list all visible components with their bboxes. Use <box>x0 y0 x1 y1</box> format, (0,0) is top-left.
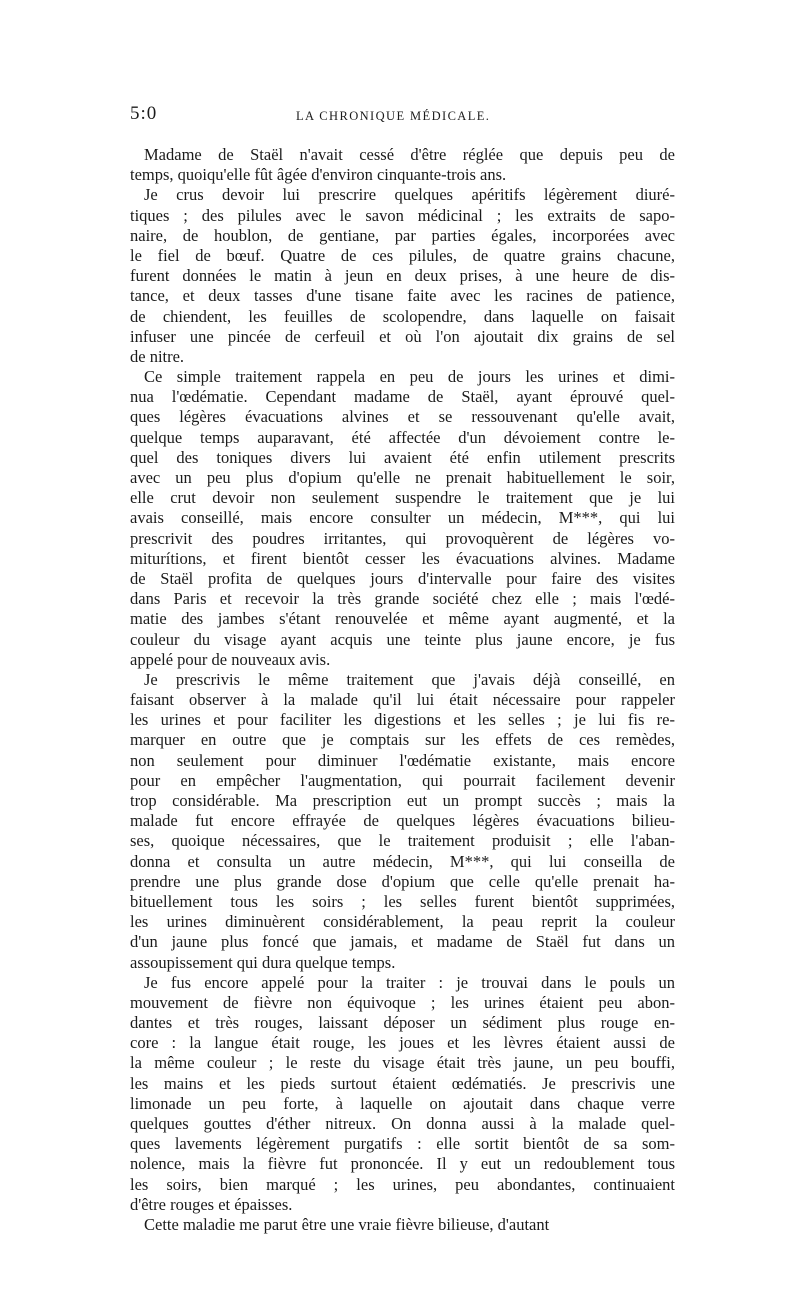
text-line: miturítions, et firent bientôt cesser les évacuations alvines. Madame <box>130 548 675 568</box>
text-line: malade fut encore effrayée de quelques légères évacuations bilieu- <box>130 811 675 831</box>
text-line: furent données le matin à jeun en deux prises, à une heure de dis- <box>130 266 675 286</box>
text-line: de nitre. <box>130 346 185 366</box>
text-line: bituellement tous les soirs ; les selles furent bientôt supprimées, <box>130 891 675 911</box>
text-line: matie des jambes s'étant renouvelée et même ayant augmenté, et la <box>130 609 675 629</box>
text-line: d'être rouges et épaisses. <box>130 1194 293 1214</box>
text-line: appelé pour de nouveaux avis. <box>130 649 331 669</box>
text-line: prendre une plus grande dose d'opium que celle qu'elle prenait ha- <box>130 871 675 891</box>
text-line: infuser une pincée de cerfeuil et où l'on ajoutait dix grains de sel <box>130 326 675 346</box>
text-line: core : la langue était rouge, les joues et les lèvres étaient aussi de <box>130 1033 675 1053</box>
text-line: pour en empêcher l'augmentation, qui pourrait facilement devenir <box>130 770 675 790</box>
text-line: faisant observer à la malade qu'il lui était nécessaire pour rappeler <box>130 690 675 710</box>
text-line: Cette maladie me parut être une vraie fièvre bilieuse, d'autant <box>144 1214 550 1234</box>
running-head: LA CHRONIQUE MÉDICALE. <box>296 109 491 123</box>
page-number: 5:0 <box>130 103 158 124</box>
text-line: ques lavements légèrement purgatifs : elle sortit bientôt de sa som- <box>130 1134 675 1154</box>
text-line: couleur du visage ayant acquis une teinte plus jaune encore, je fus <box>130 629 675 649</box>
text-line: les urines diminuèrent considérablement, la peau reprit la couleur <box>130 912 675 932</box>
text-line: tiques ; des pilules avec le savon médicinal ; les extraits de sapo- <box>130 205 675 225</box>
text-line: assoupissement qui dura quelque temps. <box>130 952 396 972</box>
text-line: prescrivit des poudres irritantes, qui provoquèrent de légères vo- <box>130 528 675 548</box>
text-line: nolence, mais la fièvre fut prononcée. Il y eut un redoublement tous <box>130 1154 675 1174</box>
paragraph <box>130 145 675 185</box>
paragraph <box>130 1215 675 1235</box>
text-line: non seulement pour diminuer l'œdématie existante, mais encore <box>130 750 675 770</box>
text-line: quel des toniques divers lui avaient été enfin utilement prescrits <box>130 447 675 467</box>
text-line: tance, et deux tasses d'une tisane faite avec les racines de patience, <box>130 286 675 306</box>
text-line: de chiendent, les feuilles de scolopendre, dans laquelle on faisait <box>130 306 675 326</box>
text-line: avais conseillé, mais encore consulter un médecin, M***, qui lui <box>130 508 675 528</box>
text-line: marquer en outre que je comptais sur les effets de ces remèdes, <box>130 730 675 750</box>
text-line: Je prescrivis le même traitement que j'avais déjà conseillé, en <box>144 669 675 689</box>
paragraph <box>130 185 675 367</box>
text-line: dantes et très rouges, laissant déposer un sédiment plus rouge en- <box>130 1013 675 1033</box>
page-header <box>130 103 675 133</box>
text-line: limonade un peu forte, à laquelle on ajoutait dans chaque verre <box>130 1093 675 1113</box>
text-line: Je fus encore appelé pour la traiter : je trouvai dans le pouls un <box>144 972 675 992</box>
text-line: quelques gouttes d'éther nitreux. On donna aussi à la malade quel- <box>130 1114 675 1133</box>
text-line: les soirs, bien marqué ; les urines, peu abondantes, continuaient <box>130 1174 675 1194</box>
body-text <box>130 145 675 1235</box>
text-line: mouvement de fièvre non équivoque ; les urines étaient peu abon- <box>130 992 675 1012</box>
text-line: le fiel de bœuf. Quatre de ces pilules, de quatre grains chacune, <box>130 245 675 265</box>
text-line: les mains et les pieds surtout étaient œdématiés. Je prescrivis une <box>130 1073 675 1093</box>
text-line: avec un peu plus d'opium qu'elle ne prenait habituellement le soir, <box>130 468 675 487</box>
text-line: les urines et pour faciliter les digestions et les selles ; je lui fis re- <box>130 710 675 730</box>
text-line: la même couleur ; le reste du visage était très jaune, un peu bouffi, <box>130 1053 675 1073</box>
paragraph <box>130 367 675 670</box>
text-line: temps, quoiqu'elle fût âgée d'environ cinquante-trois ans. <box>130 165 507 185</box>
text-line: de Staël profita de quelques jours d'intervalle pour faire des visites <box>130 568 675 588</box>
text-line: ses, quoique nécessaires, que le traitement produisit ; elle l'aban- <box>130 831 675 851</box>
text-line: naire, de houblon, de gentiane, par parties égales, incorporées avec <box>130 225 675 245</box>
text-line: quelque temps auparavant, été affectée d'un dévoiement contre le- <box>130 427 675 447</box>
text-line: trop considérable. Ma prescription eut un prompt succès ; mais la <box>130 791 675 810</box>
book-page <box>130 103 675 1235</box>
text-line: elle crut devoir non seulement suspendre le traitement que je lui <box>130 488 675 508</box>
text-line: d'un jaune plus foncé que jamais, et madame de Staël fut dans un <box>130 932 675 952</box>
paragraph <box>130 973 675 1215</box>
paragraph <box>130 670 675 973</box>
text-line: donna et consulta un autre médecin, M***, qui lui conseilla de <box>130 851 675 871</box>
text-line: Ce simple traitement rappela en peu de jours les urines et dimi- <box>144 367 675 387</box>
text-line: Je crus devoir lui prescrire quelques apéritifs légèrement diuré- <box>144 185 675 205</box>
text-line: Madame de Staël n'avait cessé d'être réglée que depuis peu de <box>144 145 675 164</box>
text-line: dans Paris et recevoir la très grande société chez elle ; mais l'œdé- <box>130 589 675 609</box>
text-line: nua l'œdématie. Cependant madame de Staël, ayant éprouvé quel- <box>130 387 675 407</box>
text-line: ques légères évacuations alvines et se ressouvenant qu'elle avait, <box>130 407 675 427</box>
